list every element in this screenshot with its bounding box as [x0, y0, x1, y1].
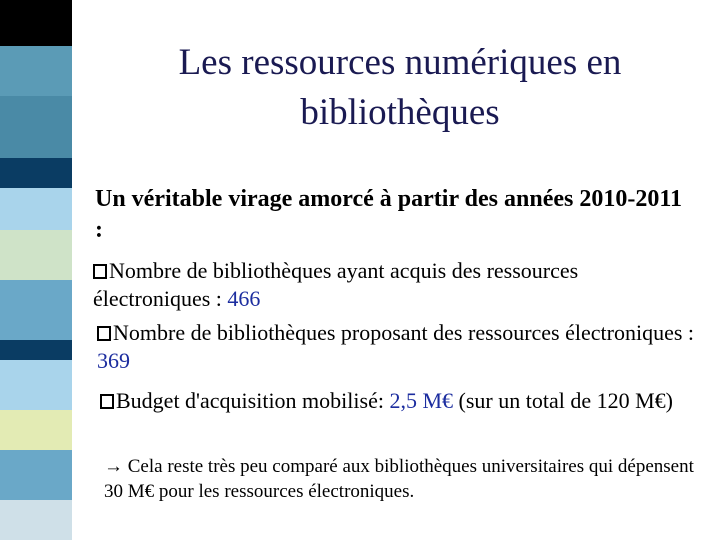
bullet-1	[93, 257, 693, 313]
bullet-2	[97, 319, 697, 375]
stripe	[0, 500, 72, 540]
bullet-text: Nombre de bibliothèques proposant des ressources électroniques :	[113, 320, 695, 345]
stripe	[0, 360, 72, 410]
stripe	[0, 450, 72, 500]
stripe	[0, 188, 72, 230]
stripe	[0, 158, 72, 188]
stripe	[0, 96, 72, 158]
conclusion-note: → Cela reste très peu comparé aux bibliothèques universitaires qui dépensent 30 M€ pour les ressources électroniques.	[104, 456, 694, 502]
bullet-text-after: (sur un total de 120 M€)	[453, 388, 673, 413]
checkbox-icon	[97, 326, 111, 341]
stripe	[0, 280, 72, 340]
bullet-value: 466	[227, 286, 261, 311]
bullet-text: Nombre de bibliothèques ayant acquis des ressources électroniques :	[93, 258, 579, 311]
slide-title: Les ressources numériques en bibliothèques	[178, 42, 622, 133]
stripe	[0, 46, 72, 96]
stripe	[0, 340, 72, 360]
bullet-value: 2,5 M€	[389, 388, 454, 413]
checkbox-icon	[93, 264, 107, 279]
intro-text: Un véritable virage amorcé à partir des années 2010-2011 :	[95, 186, 683, 243]
checkbox-icon	[100, 394, 114, 409]
stripe	[0, 230, 72, 280]
bullet-value: 369	[97, 348, 130, 373]
bullet-text: Budget d'acquisition mobilisé:	[116, 388, 390, 413]
stripe	[0, 410, 72, 450]
stripe	[0, 0, 72, 46]
bullet-3	[100, 387, 700, 415]
